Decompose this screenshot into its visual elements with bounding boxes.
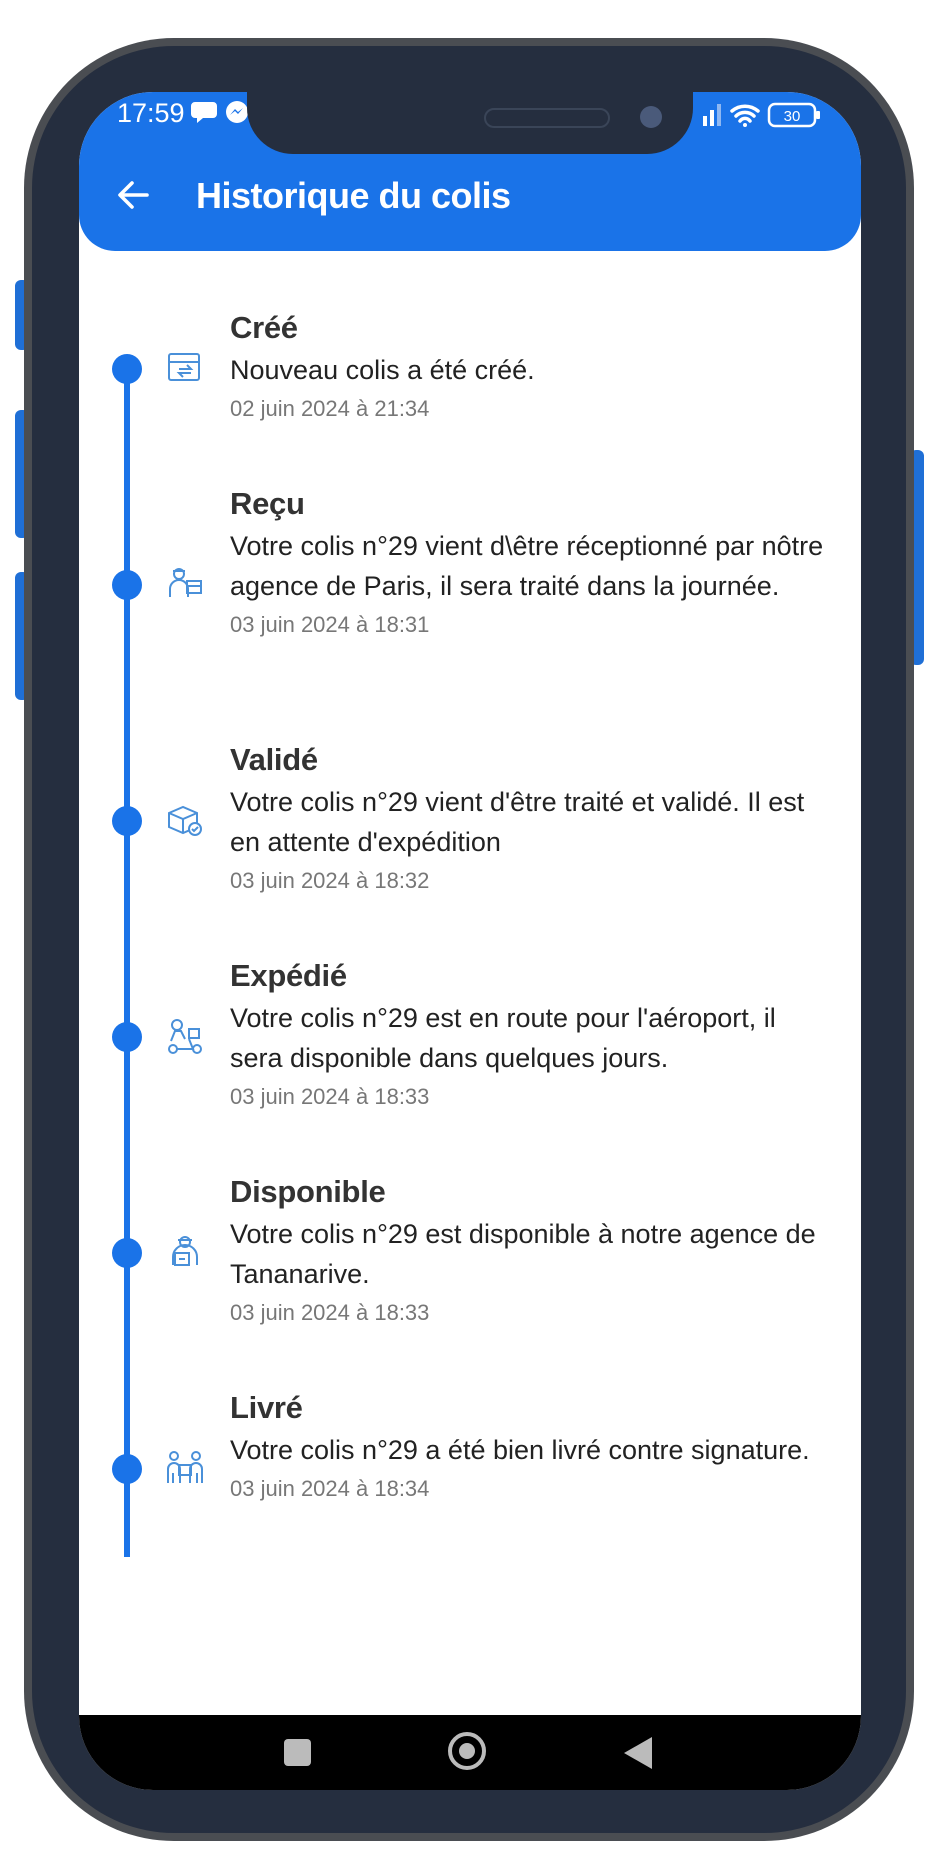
package-return-icon: [165, 349, 205, 389]
speaker-grille: [484, 108, 610, 128]
entry-description: Nouveau colis a été créé.: [230, 355, 535, 385]
timeline-dot: [112, 806, 142, 836]
arrow-left-icon: [115, 177, 151, 213]
app-bar: [79, 92, 861, 251]
status-notification-icons: [191, 98, 251, 133]
home-button[interactable]: [448, 1732, 486, 1770]
chat-bubble-icon: [191, 102, 217, 123]
scooter-delivery-icon: [165, 1017, 205, 1057]
home-icon: [459, 1743, 475, 1759]
entry-title: Reçu: [230, 486, 305, 521]
package-check-icon: [165, 801, 205, 841]
entry-description: Votre colis n°29 a été bien livré contre signature.: [230, 1435, 810, 1465]
entry-description: Votre colis n°29 vient d'être traité et validé. Il est en attente d'expédition: [230, 787, 805, 857]
battery-icon: [769, 104, 820, 126]
back-button[interactable]: [115, 177, 151, 218]
entry-date: 03 juin 2024 à 18:33: [230, 1084, 430, 1109]
entry-date: 03 juin 2024 à 18:34: [230, 1476, 430, 1501]
front-camera: [640, 106, 662, 128]
messenger-icon: [226, 101, 248, 123]
wifi-icon: [732, 106, 758, 127]
timeline-dot: [112, 1454, 142, 1484]
entry-title: Expédié: [230, 958, 347, 993]
entry-title: Créé: [230, 310, 298, 345]
battery-level: 30: [783, 108, 801, 125]
entry-date: 02 juin 2024 à 21:34: [230, 396, 430, 421]
entry-date: 03 juin 2024 à 18:32: [230, 868, 430, 893]
page-title: Historique du colis: [196, 175, 511, 216]
camera-notch: [247, 92, 693, 154]
status-time: 17:59: [117, 98, 185, 128]
entry-date: 03 juin 2024 à 18:31: [230, 612, 430, 637]
status-system-icons: [701, 98, 823, 137]
entry-description: Votre colis n°29 est disponible à notre agence de Tananarive.: [230, 1219, 816, 1289]
courier-receive-icon: [165, 565, 205, 605]
recent-apps-button[interactable]: [284, 1739, 311, 1766]
entry-description: Votre colis n°29 est en route pour l'aéroport, il sera disponible dans quelques jours.: [230, 1003, 776, 1073]
timeline-dot: [112, 1022, 142, 1052]
entry-title: Livré: [230, 1390, 303, 1425]
system-back-button[interactable]: [624, 1737, 652, 1769]
entry-title: Validé: [230, 742, 318, 777]
handover-delivered-icon: [165, 1449, 205, 1489]
system-nav-bar: [79, 1715, 861, 1790]
signal-icon: [703, 104, 721, 126]
entry-description: Votre colis n°29 vient d\être réceptionné par nôtre agence de Paris, il sera traité dans la journée.: [230, 531, 824, 601]
entry-date: 03 juin 2024 à 18:33: [230, 1300, 430, 1325]
timeline-dot: [112, 1238, 142, 1268]
entry-title: Disponible: [230, 1174, 386, 1209]
courier-available-icon: [165, 1233, 205, 1273]
timeline-line: [124, 369, 130, 1557]
timeline-dot: [112, 354, 142, 384]
timeline-dot: [112, 570, 142, 600]
phone-screen: [79, 92, 861, 1790]
